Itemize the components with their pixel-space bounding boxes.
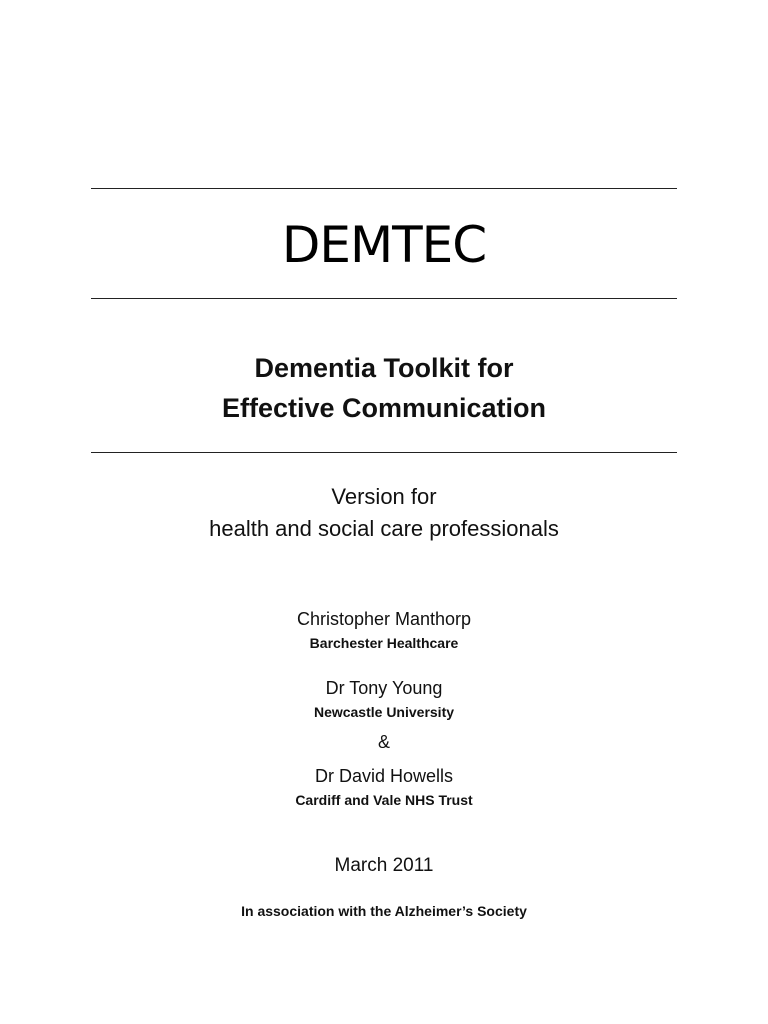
top-divider xyxy=(91,188,677,189)
association-note: In association with the Alzheimer’s Society xyxy=(241,903,527,919)
subtitle-line-1: Dementia Toolkit for xyxy=(254,353,514,383)
author-affiliation: Newcastle University xyxy=(313,704,455,720)
author-affiliation: Cardiff and Vale NHS Trust xyxy=(295,792,473,808)
title-divider xyxy=(91,298,677,299)
subtitle-divider xyxy=(91,452,677,453)
version-note xyxy=(0,481,768,545)
document-title: DEMTEC xyxy=(281,216,487,274)
author-affiliation: Barchester Healthcare xyxy=(309,635,459,651)
ampersand: & xyxy=(377,732,390,752)
publication-date: March 2011 xyxy=(334,855,434,876)
subtitle-line-2: Effective Communication xyxy=(221,393,547,423)
version-line-2: health and social care professionals xyxy=(209,516,559,541)
author-name: Dr David Howells xyxy=(314,766,454,786)
version-line-1: Version for xyxy=(331,484,437,509)
document-subtitle xyxy=(0,348,768,428)
author-name: Dr Tony Young xyxy=(325,678,443,698)
author-name: Christopher Manthorp xyxy=(296,609,472,629)
